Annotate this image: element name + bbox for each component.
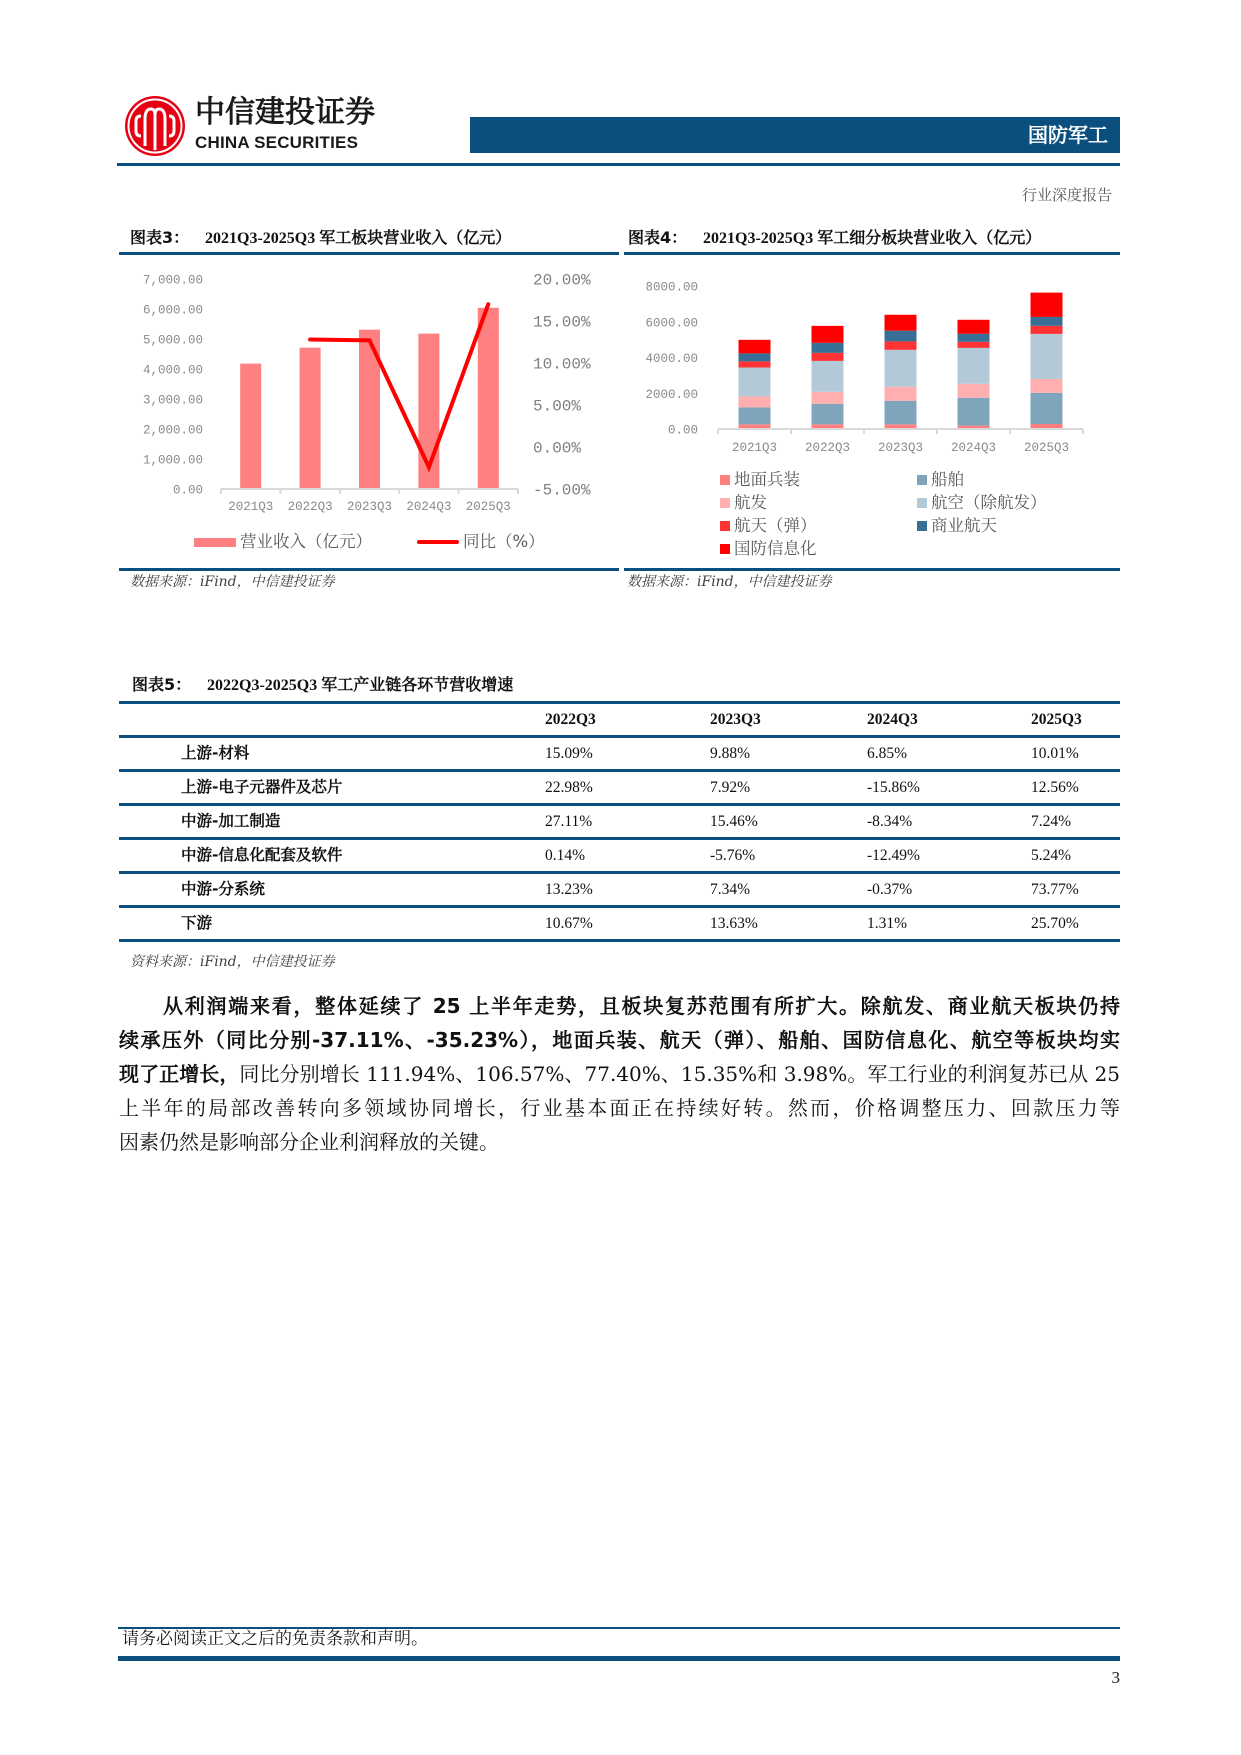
table-cell: 9.88% [710, 745, 751, 762]
figure3-title [130, 226, 511, 251]
bar-segment [958, 334, 990, 342]
legend-item-ground-equipment [720, 469, 800, 491]
table-cell: -12.49% [867, 847, 920, 864]
table-cell: 7.24% [1031, 813, 1072, 830]
legend-item-aviation [917, 492, 1047, 514]
bar-segment [958, 342, 990, 348]
legend-label: 航发 [734, 493, 767, 512]
y-axis-left-label: 3,000.00 [142, 393, 203, 408]
table-cell: -15.86% [867, 779, 920, 796]
y-axis-left-label: 0.00 [172, 483, 203, 498]
bar-segment [739, 368, 771, 397]
bar-segment [812, 361, 844, 392]
table-cell: 25.70% [1031, 915, 1079, 932]
figure4-title-text: 2021Q3-2025Q3 军工细分板块营业收入（亿元） [703, 230, 1042, 247]
legend-item-commercial-space [917, 515, 997, 537]
y-axis-left-label: 2,000.00 [142, 423, 203, 438]
x-axis-label: 2025Q3 [1023, 441, 1070, 455]
bar-segment [1031, 393, 1063, 424]
bar-segment [739, 407, 771, 424]
table-cell: 6.85% [867, 745, 908, 762]
sector-banner [470, 117, 1120, 153]
legend-item-defense-it [720, 538, 817, 560]
legend-label: 地面兵装 [734, 470, 800, 489]
bar-segment [812, 392, 844, 404]
header-rule [117, 163, 1120, 166]
y-axis-label: 6000.00 [645, 316, 698, 331]
y-axis-label: 8000.00 [645, 280, 698, 295]
bar-segment [1031, 326, 1063, 334]
column-header: 2025Q3 [1031, 711, 1082, 728]
x-axis-label: 2023Q3 [877, 441, 924, 455]
table-cell: 13.23% [545, 881, 593, 898]
figure3-label: 图表3： [130, 228, 190, 247]
legend-label: 国防信息化 [734, 539, 817, 558]
citic-logo-icon [123, 94, 187, 158]
figure5-label: 图表5： [132, 675, 192, 694]
y-axis-right-label: 15.00% [533, 313, 591, 332]
legend-bar-swatch [194, 538, 236, 547]
paragraph-line [119, 1125, 1120, 1159]
bold-text: 从利润端来看，整体延续了 25 上半年走势，且板块复苏范围有所扩大。除航发、商业航天板块仍持 [163, 994, 1120, 1018]
table-cell: 15.46% [710, 813, 758, 830]
y-axis-label: 2000.00 [645, 387, 698, 402]
figure4-label: 图表4： [628, 228, 688, 247]
legend-item-shipbuilding [917, 469, 964, 491]
y-axis-left-label: 1,000.00 [142, 453, 203, 468]
bar-segment [1031, 379, 1063, 393]
row-label: 下游 [181, 914, 213, 932]
bar-segment [958, 348, 990, 384]
y-axis-right-label: -5.00% [533, 481, 591, 500]
table-row [119, 871, 1120, 905]
bar-segment [958, 384, 990, 398]
y-axis-label: 4000.00 [645, 352, 698, 366]
y-axis-right-label: 20.00% [533, 271, 591, 290]
table-cell: 1.31% [867, 915, 908, 932]
table-cell: 0.14% [545, 847, 586, 864]
table-cell: 22.98% [545, 779, 593, 796]
y-axis-left-label: 7,000.00 [142, 273, 203, 288]
legend-item-aero-engine [720, 492, 767, 514]
y-axis-left-label: 5,000.00 [142, 333, 203, 348]
y-axis-right-label: 5.00% [533, 397, 582, 416]
normal-text: 因素仍然是影响部分企业利润释放的关键。 [119, 1130, 499, 1154]
line-yoy [310, 304, 488, 467]
normal-text: 上半年的局部改善转向多领域协同增长，行业基本面正在持续好转。然而，价格调整压力、回款压力等 [119, 1096, 1120, 1120]
table-cell: -5.76% [710, 847, 756, 864]
bar-segment [885, 401, 917, 425]
bar-segment [958, 398, 990, 426]
paragraph-line [119, 1057, 1120, 1091]
legend-swatch [917, 498, 927, 508]
row-label: 中游-信息化配套及软件 [181, 846, 343, 864]
table-cell: 7.92% [710, 779, 751, 796]
figure5-title [132, 673, 513, 698]
row-label: 中游-加工制造 [181, 812, 281, 830]
legend-line-swatch [417, 540, 459, 544]
bar-segment [1031, 317, 1063, 326]
legend-swatch [917, 475, 927, 485]
column-header: 2024Q3 [867, 711, 918, 728]
bar-revenue [240, 364, 261, 489]
table-row [119, 837, 1120, 871]
y-axis-label: 0.00 [667, 423, 698, 438]
figure3-source: 数据来源：iFind，中信建投证券 [130, 574, 335, 590]
x-axis-label: 2022Q3 [804, 441, 851, 455]
bar-segment [739, 353, 771, 361]
column-header: 2023Q3 [710, 711, 761, 728]
bar-segment [739, 361, 771, 367]
figure4-source: 数据来源：iFind，中信建投证券 [627, 574, 832, 590]
bar-segment [812, 343, 844, 353]
table-cell: 27.11% [545, 813, 593, 830]
paragraph-line [119, 1023, 1120, 1057]
x-axis-label: 2021Q3 [228, 500, 274, 514]
legend-swatch [720, 544, 730, 554]
table-cell: -8.34% [867, 813, 913, 830]
normal-text: 同比分别增长 111.94%、106.57%、77.40%、15.35%和 3.98%。军工行业的利润复苏已从 25 [239, 1062, 1121, 1086]
y-axis-left-label: 4,000.00 [142, 363, 203, 378]
sector-label: 国防军工 [1028, 123, 1108, 147]
bar-segment [812, 353, 844, 361]
bar-segment [812, 326, 844, 343]
legend-label: 航空（除航发） [931, 493, 1047, 512]
bar-segment [739, 340, 771, 354]
logo-name-cn: 中信建投证券 [195, 95, 375, 130]
legend-label: 航天（弹） [734, 516, 817, 535]
legend-swatch [720, 521, 730, 531]
bar-segment [885, 315, 917, 331]
bold-text: 续承压外（同比分别-37.11%、-35.23%），地面兵装、航天（弹）、船舶、国防信息化、航空等板块均实 [119, 1028, 1120, 1052]
bar-segment [739, 396, 771, 407]
table-cell: 12.56% [1031, 779, 1079, 796]
paragraph-line [119, 1091, 1120, 1125]
x-axis-label: 2022Q3 [287, 500, 333, 514]
table-row [119, 905, 1120, 942]
legend-label-yoy: 同比（%） [463, 532, 545, 551]
table-row [119, 803, 1120, 837]
bar-segment [1031, 334, 1063, 379]
report-type: 行业深度报告 [1021, 186, 1112, 204]
footer-thick-rule [118, 1656, 1120, 1661]
paragraph-line [119, 989, 1120, 1023]
table-cell: 15.09% [545, 745, 593, 762]
table-cell: -0.37% [867, 881, 913, 898]
x-axis-label: 2021Q3 [731, 441, 778, 455]
figure4-title-rule [624, 252, 1120, 255]
legend-label: 商业航天 [931, 516, 997, 535]
row-label: 上游-材料 [181, 744, 250, 762]
x-axis-label: 2024Q3 [950, 441, 997, 455]
row-label: 上游-电子元器件及芯片 [181, 778, 343, 796]
table-cell: 10.67% [545, 915, 593, 932]
figure3-source-rule [119, 568, 619, 571]
disclaimer-text: 请务必阅读正文之后的免责条款和声明。 [122, 1629, 428, 1649]
bold-text: 现了正增长， [119, 1062, 240, 1086]
x-axis-label: 2024Q3 [406, 500, 452, 514]
x-axis-label: 2025Q3 [465, 500, 511, 514]
table-row [119, 735, 1120, 769]
row-label: 中游-分系统 [181, 880, 265, 898]
table-cell: 5.24% [1031, 847, 1072, 864]
legend-item-revenue [194, 531, 372, 553]
figure3-title-rule [119, 252, 619, 255]
legend-label-revenue: 营业收入（亿元） [240, 532, 372, 551]
table-header-row [119, 701, 1120, 735]
bar-segment [1031, 293, 1063, 317]
legend-item-yoy [417, 531, 545, 553]
bar-segment [958, 320, 990, 334]
table-cell: 13.63% [710, 915, 758, 932]
segment-stacked-bar-chart [624, 258, 1120, 458]
y-axis-left-label: 6,000.00 [142, 303, 203, 318]
bar-segment [885, 341, 917, 349]
figure5-source: 资料来源：iFind，中信建投证券 [130, 954, 335, 970]
figure4-title [628, 226, 1041, 251]
y-axis-right-label: 10.00% [533, 355, 591, 374]
bar-segment [885, 387, 917, 401]
page-number: 3 [1111, 1668, 1120, 1687]
x-axis-label: 2023Q3 [346, 500, 393, 514]
table-cell: 73.77% [1031, 881, 1079, 898]
legend-swatch [720, 498, 730, 508]
table-row [119, 769, 1120, 803]
column-header: 2022Q3 [545, 711, 596, 728]
bar-segment [885, 350, 917, 387]
legend-label: 船舶 [931, 470, 964, 489]
figure5-title-text: 2022Q3-2025Q3 军工产业链各环节营收增速 [207, 677, 514, 694]
revenue-combo-chart [119, 258, 619, 520]
table-cell: 7.34% [710, 881, 751, 898]
bar-segment [885, 331, 917, 342]
figure3-title-text: 2021Q3-2025Q3 军工板块营业收入（亿元） [205, 230, 512, 247]
legend-item-aerospace-missile [720, 515, 817, 537]
bar-revenue [478, 308, 499, 489]
bar-revenue [300, 348, 321, 489]
legend-swatch [917, 521, 927, 531]
figure4-source-rule [624, 568, 1120, 571]
legend-swatch [720, 475, 730, 485]
table-cell: 10.01% [1031, 745, 1079, 762]
y-axis-right-label: 0.00% [533, 439, 582, 458]
bar-segment [812, 404, 844, 425]
logo-name-en: CHINA SECURITIES [195, 133, 359, 152]
